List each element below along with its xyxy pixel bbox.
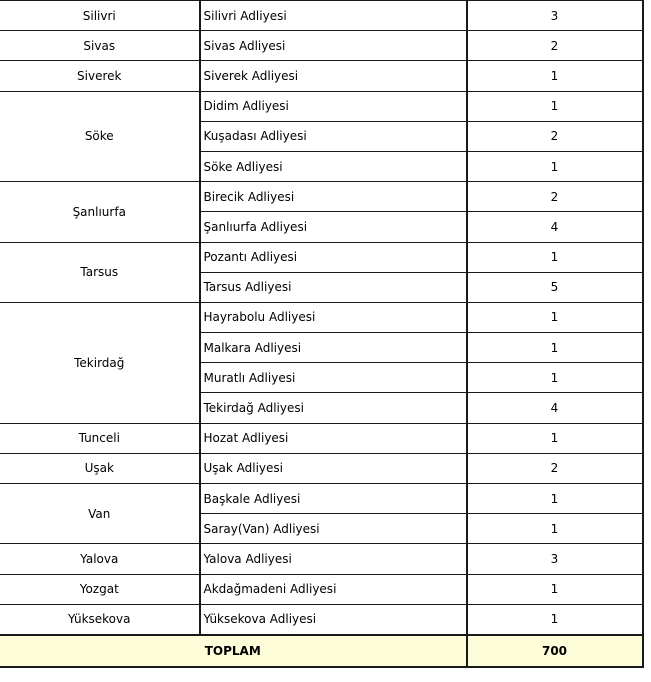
region-cell: Tarsus [0, 242, 200, 302]
courthouse-cell: Hayrabolu Adliyesi [200, 302, 467, 332]
count-cell: 3 [467, 0, 643, 31]
count-cell: 5 [467, 272, 643, 302]
count-cell: 2 [467, 31, 643, 61]
courthouse-cell: Yalova Adliyesi [200, 544, 467, 574]
courthouse-cell: Başkale Adliyesi [200, 484, 467, 514]
courthouse-cell: Şanlıurfa Adliyesi [200, 212, 467, 242]
courthouse-cell: Sivas Adliyesi [200, 31, 467, 61]
count-cell: 1 [467, 242, 643, 272]
region-cell: Uşak [0, 453, 200, 483]
region-cell: Sivas [0, 31, 200, 61]
count-cell: 1 [467, 423, 643, 453]
count-cell: 1 [467, 604, 643, 635]
courthouse-cell: Uşak Adliyesi [200, 453, 467, 483]
courthouse-cell: Pozantı Adliyesi [200, 242, 467, 272]
table-row [0, 574, 643, 604]
courthouse-cell: Kuşadası Adliyesi [200, 121, 467, 151]
region-cell: Van [0, 484, 200, 544]
total-row [0, 635, 643, 667]
table-row [0, 423, 643, 453]
count-cell: 1 [467, 333, 643, 363]
table-row [0, 544, 643, 574]
total-label: TOPLAM [0, 635, 467, 667]
courthouse-cell: Muratlı Adliyesi [200, 363, 467, 393]
courthouse-cell: Saray(Van) Adliyesi [200, 514, 467, 544]
region-cell: Yalova [0, 544, 200, 574]
table-row [0, 0, 643, 31]
courthouse-cell: Birecik Adliyesi [200, 182, 467, 212]
count-cell: 1 [467, 91, 643, 121]
count-cell: 1 [467, 151, 643, 181]
table-row [0, 182, 643, 212]
region-cell: Yüksekova [0, 604, 200, 635]
count-cell: 1 [467, 61, 643, 91]
courthouse-cell: Didim Adliyesi [200, 91, 467, 121]
count-cell: 2 [467, 182, 643, 212]
region-cell: Tunceli [0, 423, 200, 453]
region-cell: Şanlıurfa [0, 182, 200, 242]
table-row [0, 484, 643, 514]
region-cell: Söke [0, 91, 200, 182]
total-value: 700 [467, 635, 643, 667]
table-row [0, 61, 643, 91]
count-cell: 4 [467, 212, 643, 242]
region-cell: Silivri [0, 0, 200, 31]
region-cell: Tekirdağ [0, 302, 200, 423]
courthouse-cell: Akdağmadeni Adliyesi [200, 574, 467, 604]
region-cell: Siverek [0, 61, 200, 91]
count-cell: 3 [467, 544, 643, 574]
courthouse-cell: Hozat Adliyesi [200, 423, 467, 453]
count-cell: 1 [467, 302, 643, 332]
courthouse-cell: Silivri Adliyesi [200, 0, 467, 31]
courthouse-cell: Tekirdağ Adliyesi [200, 393, 467, 423]
count-cell: 2 [467, 453, 643, 483]
courthouse-cell: Yüksekova Adliyesi [200, 604, 467, 635]
table-row [0, 604, 643, 635]
count-cell: 1 [467, 514, 643, 544]
courthouse-cell: Söke Adliyesi [200, 151, 467, 181]
count-cell: 4 [467, 393, 643, 423]
table-row [0, 91, 643, 121]
table-row [0, 302, 643, 332]
table-row [0, 453, 643, 483]
count-cell: 1 [467, 484, 643, 514]
courthouse-cell: Tarsus Adliyesi [200, 272, 467, 302]
courthouse-cell: Siverek Adliyesi [200, 61, 467, 91]
count-cell: 2 [467, 121, 643, 151]
table-row [0, 242, 643, 272]
count-cell: 1 [467, 574, 643, 604]
courthouse-cell: Malkara Adliyesi [200, 333, 467, 363]
count-cell: 1 [467, 363, 643, 393]
region-cell: Yozgat [0, 574, 200, 604]
table-row [0, 31, 643, 61]
